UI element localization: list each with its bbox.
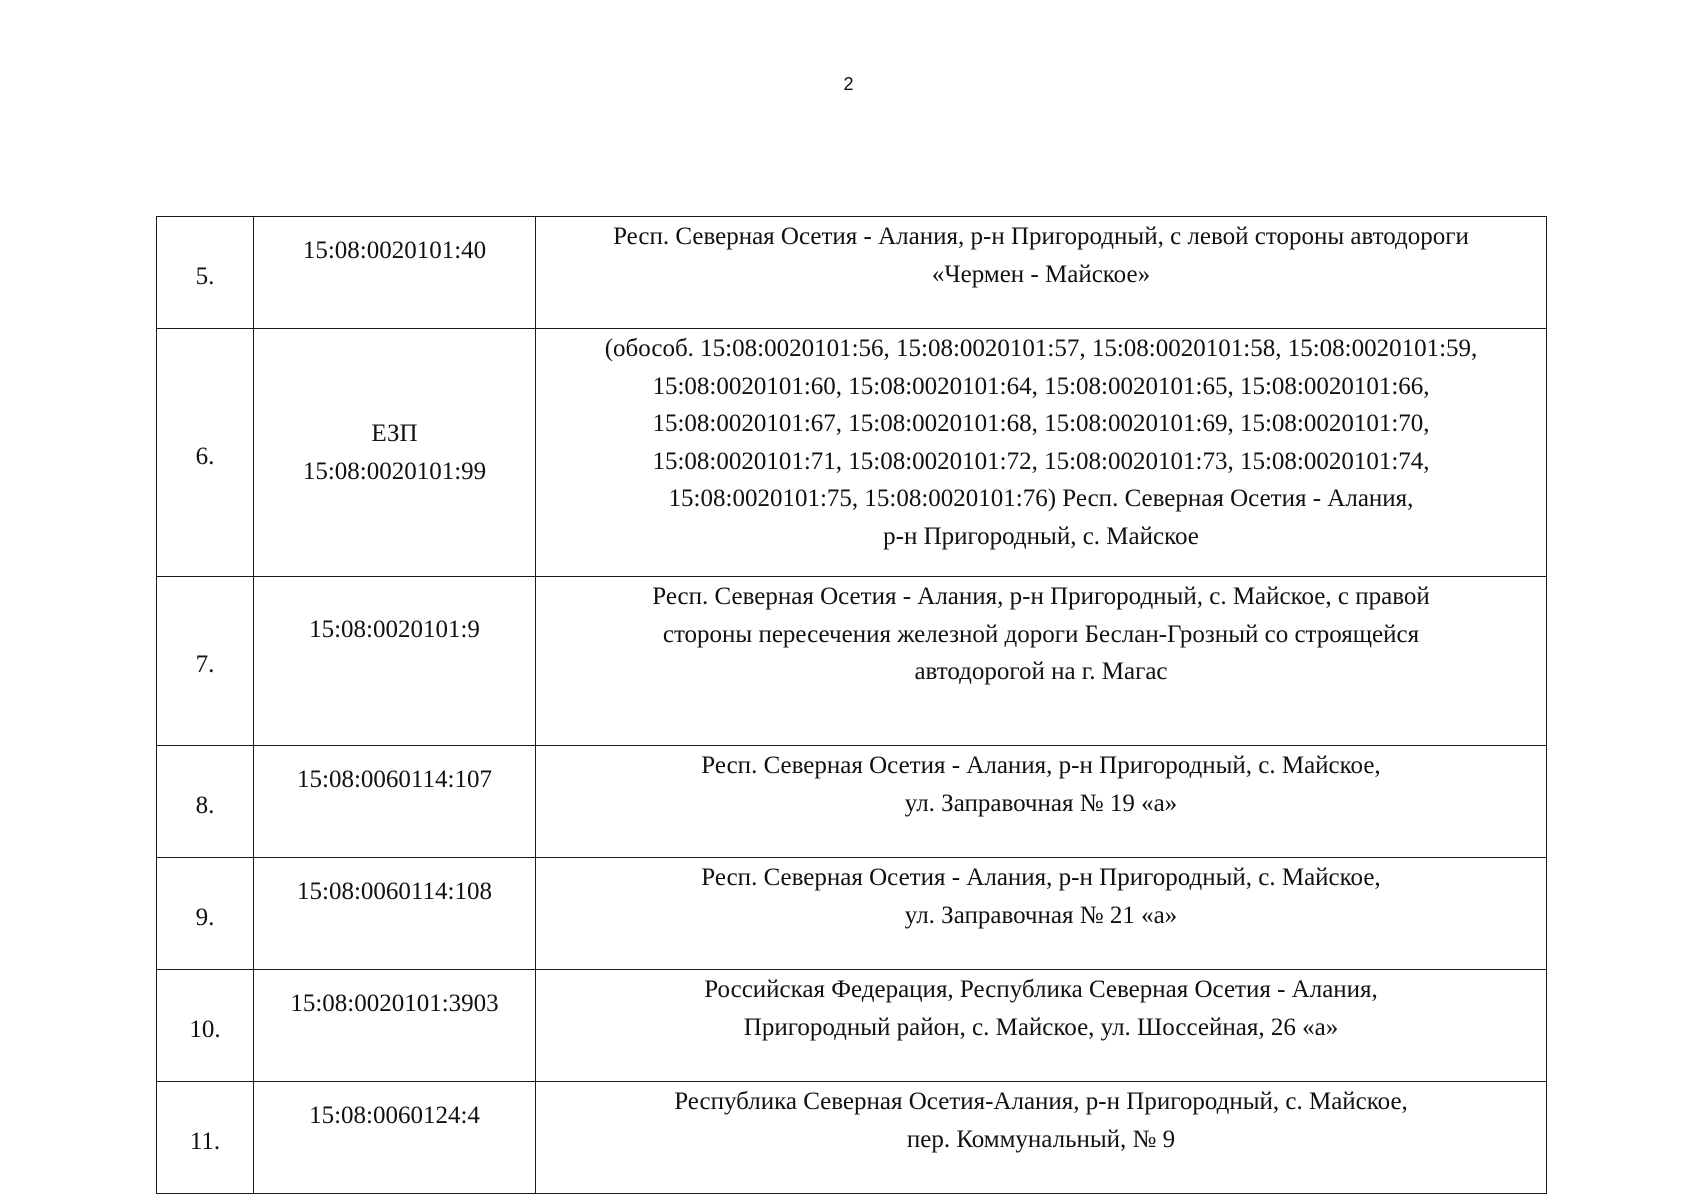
address-line: пер. Коммунальный, № 9 xyxy=(906,1125,1176,1153)
address-cell xyxy=(536,746,1547,858)
address-line: (обособ. 15:08:0020101:56, 15:08:0020101:57, 15:08:0020101:58, 15:08:0020101:59, xyxy=(604,335,1478,362)
address-line: р-н Пригородный, с. Майское xyxy=(883,522,1199,550)
land-type-label: ЕЗП xyxy=(371,420,418,447)
table-row xyxy=(157,970,1547,1082)
address-cell xyxy=(536,970,1547,1082)
address-cell xyxy=(536,217,1547,329)
address-line: Респ. Северная Осетия - Алания, р-н Пригородный, с. Майское, xyxy=(701,752,1381,779)
cadastral-number: 15:08:0020101:99 xyxy=(302,457,487,485)
address-line: Респ. Северная Осетия - Алания, р-н Пригородный, с. Майское, xyxy=(701,864,1381,891)
cadastral-number: 15:08:0060114:108 xyxy=(297,878,492,905)
address-line: 15:08:0020101:60, 15:08:0020101:64, 15:08:0020101:65, 15:08:0020101:66, xyxy=(652,372,1430,400)
parcel-table xyxy=(156,216,1547,1194)
table-row xyxy=(157,746,1547,858)
address-line: автодорогой на г. Магас xyxy=(914,658,1168,685)
cadastral-number-cell xyxy=(254,329,536,577)
row-number-cell xyxy=(157,329,254,577)
row-number: 11. xyxy=(189,1127,221,1155)
cadastral-number-cell xyxy=(254,858,536,970)
cadastral-number: 15:08:0060124:4 xyxy=(309,1102,480,1129)
address-line: «Чермен - Майское» xyxy=(931,260,1151,288)
cadastral-number-cell xyxy=(254,970,536,1082)
row-number: 10. xyxy=(189,1015,221,1043)
table-row xyxy=(157,858,1547,970)
cadastral-number-cell xyxy=(254,746,536,858)
address-line: стороны пересечения железной дороги Беслан-Грозный со строящейся xyxy=(662,620,1420,648)
address-line: Респ. Северная Осетия - Алания, р-н Пригородный, с. Майское, с правой xyxy=(652,583,1430,610)
row-number: 7. xyxy=(195,651,215,679)
row-number: 8. xyxy=(195,791,215,819)
cadastral-number-cell xyxy=(254,1082,536,1194)
address-line: Пригородный район, с. Майское, ул. Шоссейная, 26 «а» xyxy=(743,1013,1339,1041)
cadastral-number: 15:08:0020101:9 xyxy=(309,616,480,643)
address-cell xyxy=(536,1082,1547,1194)
row-number: 9. xyxy=(195,903,215,931)
address-cell xyxy=(536,858,1547,970)
address-line: ул. Заправочная № 21 «а» xyxy=(904,901,1178,929)
cadastral-number-cell xyxy=(254,217,536,329)
row-number-cell xyxy=(157,746,254,858)
row-number-cell xyxy=(157,858,254,970)
table-row xyxy=(157,577,1547,746)
table-row xyxy=(157,329,1547,577)
address-line: 15:08:0020101:67, 15:08:0020101:68, 15:08:0020101:69, 15:08:0020101:70, xyxy=(652,410,1430,437)
table-row xyxy=(157,1082,1547,1194)
cadastral-number: 15:08:0060114:107 xyxy=(297,766,492,793)
address-line: 15:08:0020101:75, 15:08:0020101:76) Респ. Северная Осетия - Алания, xyxy=(668,485,1414,512)
row-number-cell xyxy=(157,970,254,1082)
table-row xyxy=(157,217,1547,329)
address-cell xyxy=(536,577,1547,746)
page-number: 2 xyxy=(843,74,854,94)
address-line: Республика Северная Осетия-Алания, р-н Пригородный, с. Майское, xyxy=(674,1088,1408,1115)
address-line: Российская Федерация, Республика Северная Осетия - Алания, xyxy=(704,976,1378,1003)
row-number-cell xyxy=(157,1082,254,1194)
row-number: 6. xyxy=(195,442,215,470)
address-line: ул. Заправочная № 19 «а» xyxy=(904,789,1178,817)
row-number-cell xyxy=(157,217,254,329)
cadastral-number: 15:08:0020101:3903 xyxy=(290,990,499,1017)
cadastral-number: 15:08:0020101:40 xyxy=(302,237,487,264)
address-line: Респ. Северная Осетия - Алания, р-н Пригородный, с левой стороны автодороги xyxy=(613,223,1469,250)
row-number-cell xyxy=(157,577,254,746)
address-cell xyxy=(536,329,1547,577)
row-number: 5. xyxy=(195,262,215,290)
address-line: 15:08:0020101:71, 15:08:0020101:72, 15:08:0020101:73, 15:08:0020101:74, xyxy=(652,447,1430,475)
cadastral-number-cell xyxy=(254,577,536,746)
